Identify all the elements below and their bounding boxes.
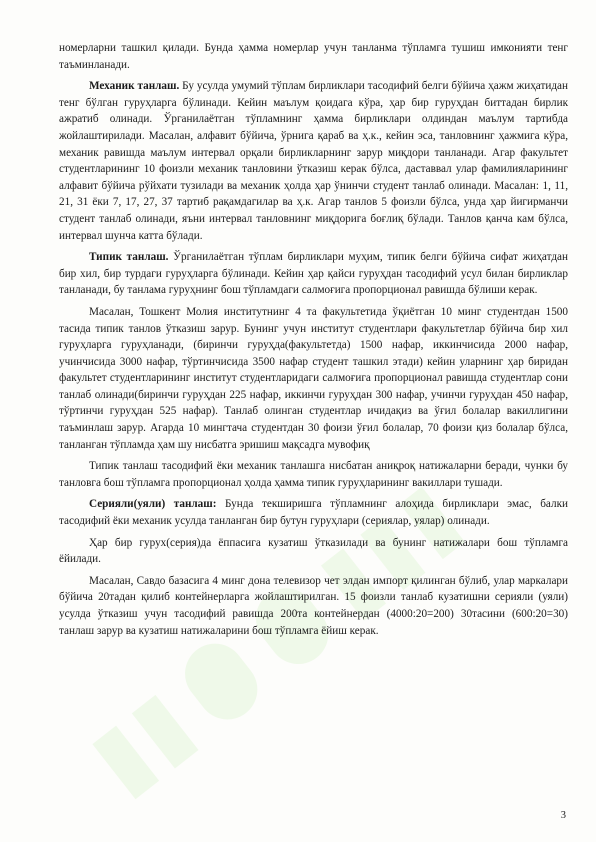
paragraph-6: Ҳар бир гурух(серия)да ёппасига кузатиш ўтказилади ва бунинг натижалари бош тўпламга ёйилади. [59, 536, 568, 566]
section-heading: Серияли(уяли) танлаш: [89, 498, 217, 511]
paragraph-1: Механик танлаш. Бу усулда умумий тўплам бирликлари тасодифий белги бўйича ҳажм жиҳатидан тенг бўлган гуруҳларга бўлинади. Кейин маълум қоидага кўра, ҳар бир гуруҳдан биттадан бирлик ажратиб олинади. Ўрганилаётган тўпламнинг ҳамма бирликлари олдиндан маълум тартибда жойлаштирилади. Масалан, алфавит бўйича, ўрнига қараб ва ҳ.к., кейин эса, танловнинг ҳажмига кўра, механик равишда маълум интервал орқали бирликларнинг зарур миқдори танланади. Агар факультет студентларининг 10 фоизли механик танловини ўтказиш керак бўлса, даставвал улар фамилияларининг алфавит бўйича рўйхати тузилади ва механик ҳолда ҳар ўнинчи студент танлаб олинади. Масалан: 1, 11, 21, 31 ёки 7, 17, 27, 37 тартиб рақамдагилар ва ҳ.к. Агар танлов 5 фоизли бўлса, унда ҳар йигирманчи студент танлаб олинади, яъни интервал танловнинг миқдорига боғлиқ бўлади. Танлов қанча кам бўлса, интервал шунча катта бўлади. [59, 80, 568, 242]
paragraph-5: Серияли(уяли) танлаш: Бунда текширишга тўпламнинг алоҳида бирликлари эмас, балки тасодифий ёки механик усулда танланган бир бутун гуруҳлари (сериялар, уялар) олинади. [59, 498, 568, 528]
section-heading: Типик танлаш. [89, 251, 169, 264]
paragraph-4: Типик танлаш тасодифий ёки механик танлашга нисбатан аниқроқ натижаларни беради, чунки бу танловга бош тўпламга пропорционал ҳолда ҳамма типик гуруҳларининг вакиллари тушади. [59, 460, 568, 489]
paragraph-0: номерларни ташкил қилади. Бунда ҳамма номерлар учун танланма тўпламга тушиш имконияти тенг таъминланади. [59, 42, 568, 71]
paragraph-7: Масалан, Савдо базасига 4 минг дона телевизор чет элдан импорт қилинган бўлиб, улар маркалари бўйича 20тадан қилиб контейнерларга жойлаштирилган. 15 фоизли танлаб кузатишни серияли (уяли) усулда ўтказиш учун тасодифий равишда 200та контейнердан (4000:20=200) 30тасини (600:20=30) танлаш зарур ва кузатиш натижаларини бош тўпламга ёйиш керак. [59, 574, 568, 637]
page-number: 3 [560, 810, 566, 821]
paragraph-3: Масалан, Тошкент Молия институтнинг 4 та факультетида ўқиётган 10 минг студентдан 1500 тасида типик танлов ўтказиш зарур. Бунинг учун институт студентлари факультетлар бўйича бир хил гуруҳларга гуруҳланади, (биринчи гуруҳда(факультетда) 1500 нафар, иккинчисида 2000 нафар, учинчисида 3000 нафар, тўртинчисида 3500 нафар студент ташкил этади) кейин уларнинг ҳар биридан факультет студентларининг институт студентларидаги салмоғига пропорционал равишда студентлар сони танлаб олинади(биринчи гуруҳдан 225 нафар, иккинчи гуруҳдан 300 нафар, учинчи гуруҳдан 450 нафар, тўртинчи гуруҳдан 525 нафар). Танлаб олинган студентлар ичидақиз ва ўғил болалар вакиллигини таъминлаш зарур. Агарда 10 мингтача студентдан 30 фоизи ўғил болалар, 70 фоизи қиз болалар бўлса, танланган тўпламда ҳам шу нисбатга эришиш мақсадга мувофиқ [59, 305, 568, 451]
document-body [59, 40, 568, 644]
paragraph-2: Типик танлаш. Ўрганилаётган тўплам бирликлари муҳим, типик белги бўйича сифат жиҳатдан бир хил, бир турдаги гуруҳларга бўлинади. Кейин ҳар қайси гуруҳдан тасодифий усул билан бирликлар танланади, бу танлама гуруҳнинг бош тўпламдаги салмоғига пропорционал равишда бўлиши керак. [59, 251, 568, 297]
section-heading: Механик танлаш. [89, 80, 180, 93]
